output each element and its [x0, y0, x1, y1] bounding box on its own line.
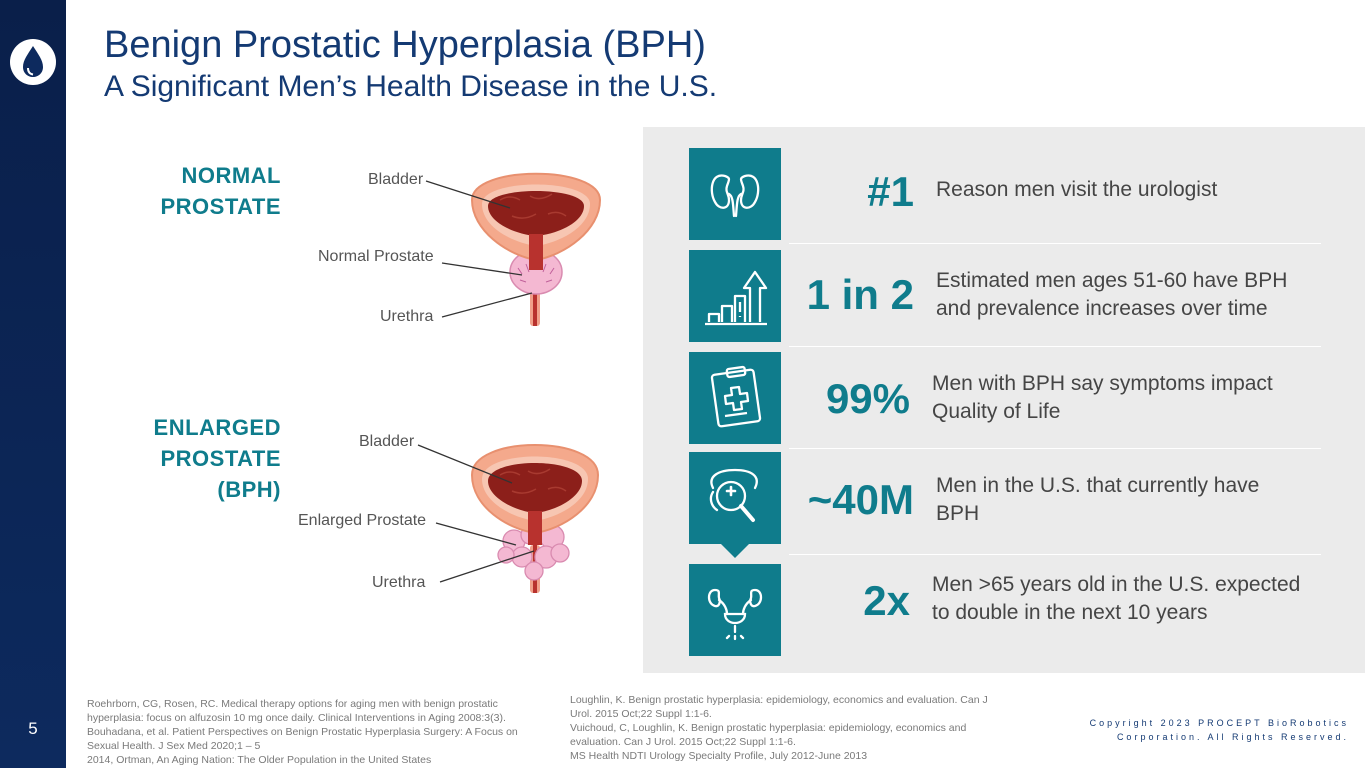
- normal-prostate-label: NORMAL PROSTATE: [160, 163, 281, 219]
- enlarged-urethra-label: Urethra: [372, 574, 426, 591]
- stat-description-4: Men in the U.S. that currently have BPH: [936, 474, 1260, 525]
- page-title: Benign Prostatic Hyperplasia (BPH): [104, 24, 706, 66]
- normal-bladder-label: Bladder: [368, 171, 424, 188]
- stat-value-4: ~40M: [807, 476, 914, 523]
- stat-value-2: 1 in 2: [806, 271, 914, 318]
- droplet-logo-icon: [9, 38, 57, 86]
- stat-value-5: 2x: [863, 577, 910, 624]
- stat-description-5: Men >65 years old in the U.S. expected to double in the next 10 years: [932, 573, 1301, 624]
- normal-urethra-label: Urethra: [380, 308, 434, 325]
- normal-prostate-part-label: Normal Prostate: [318, 248, 434, 265]
- stat-value-1: #1: [867, 168, 914, 215]
- page-number: 5: [28, 719, 38, 738]
- enlarged-prostate-part-label: Enlarged Prostate: [298, 512, 427, 529]
- references-right: Loughlin, K. Benign prostatic hyperplasia: epidemiology, economics and evaluation. Can J Urol. 2015 Oct;22 Suppl 1:1-6. Vuichoud, C, Loughlin, K. Benign prostatic hyperplasia: epidemiology, economics and evaluation. Can J Urol. 2015 Oct;22 Suppl 1:1-6. MS Health NDTI Urology Specialty Profile, July 2012-June 2013: [570, 694, 988, 762]
- divider: [789, 346, 1321, 347]
- stat-description-3: Men with BPH say symptoms impact Quality of Life: [932, 372, 1273, 423]
- sidebar: [0, 0, 66, 768]
- stat-value-3: 99%: [825, 375, 910, 422]
- active-pointer-icon: [720, 543, 750, 559]
- divider: [789, 448, 1321, 449]
- page-subtitle: A Significant Men’s Health Disease in the U.S.: [104, 70, 718, 103]
- stat-description-2: Estimated men ages 51-60 have BPH and prevalence increases over time: [936, 269, 1288, 320]
- enlarged-prostate-label: ENLARGED PROSTATE (BPH): [153, 415, 281, 502]
- copyright-notice: Copyright 2023 PROCEPT BioRobotics Corporation. All Rights Reserved.: [1089, 718, 1349, 742]
- stat-description-1: Reason men visit the urologist: [936, 178, 1218, 201]
- references-left: Roehrborn, CG, Rosen, RC. Medical therapy options for aging men with benign prostatic hyperplasia: focus on alfuzosin 10 mg once daily. Clinical Interventions in Aging 2008:3(3). Bouhadana, et al. Patient Perspectives on Benign Prostatic Hyperplasia Surgery: A Focus on Sexual Health. J Sex Med 2020;1 – 5 2014, Ortman, An Aging Nation: The Older Population in the United States: [87, 698, 518, 766]
- enlarged-bladder-label: Bladder: [359, 433, 415, 450]
- divider: [789, 243, 1321, 244]
- divider: [789, 554, 1321, 555]
